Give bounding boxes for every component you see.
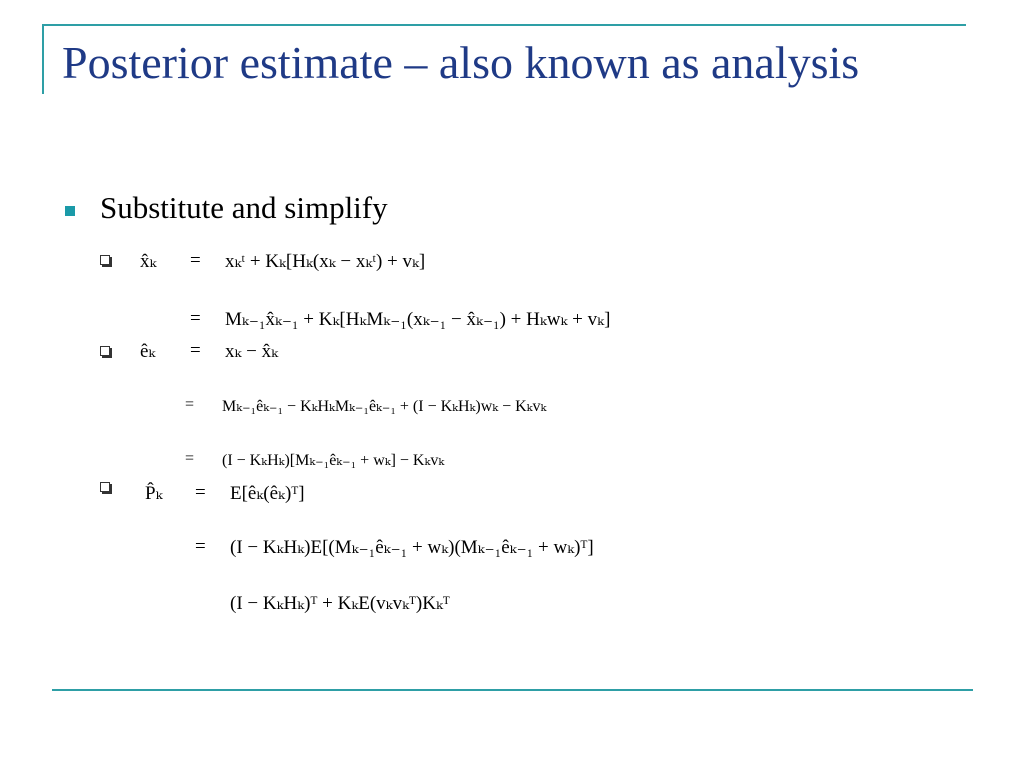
equation-lhs: x̂ₖ — [140, 251, 157, 272]
equation-rhs: xₖ − x̂ₖ — [225, 341, 279, 362]
equation-rhs: Mₖ₋₁êₖ₋₁ − KₖHₖMₖ₋₁êₖ₋₁ + (I − KₖHₖ)wₖ − Kₖvₖ — [222, 398, 547, 415]
equation-rhs: xₖᵗ + Kₖ[Hₖ(xₖ − xₖᵗ) + vₖ] — [225, 251, 426, 272]
equation-lhs: P̂ₖ — [145, 483, 163, 504]
bullet-text: Substitute and simplify — [100, 190, 388, 225]
equals-sign: = — [195, 536, 206, 557]
equation-rhs: E[êₖ(êₖ)ᵀ] — [230, 483, 305, 504]
bullet-square-icon — [65, 206, 75, 216]
equals-sign: = — [190, 250, 201, 271]
equals-sign: = — [190, 340, 201, 361]
slide-title: Posterior estimate – also known as analysis — [62, 37, 860, 88]
equation-rhs: Mₖ₋₁x̂ₖ₋₁ + Kₖ[HₖMₖ₋₁(xₖ₋₁ − x̂ₖ₋₁) + Hₖwₖ + vₖ] — [225, 309, 611, 330]
equation-rhs: (I − KₖHₖ)ᵀ + KₖE(vₖvₖᵀ)Kₖᵀ — [230, 593, 450, 614]
checkbox-bullet-icon — [100, 346, 110, 356]
equation-rhs: (I − KₖHₖ)[Mₖ₋₁êₖ₋₁ + wₖ] − Kₖvₖ — [222, 452, 445, 469]
title-frame-left-rule — [42, 24, 44, 94]
equals-sign: = — [190, 308, 201, 329]
equals-sign: = — [185, 396, 195, 413]
equals-sign: = — [195, 482, 206, 503]
equation-rhs: (I − KₖHₖ)E[(Mₖ₋₁êₖ₋₁ + wₖ)(Mₖ₋₁êₖ₋₁ + wₖ)ᵀ] — [230, 537, 594, 558]
checkbox-bullet-icon — [100, 482, 110, 492]
title-frame-top-rule — [42, 24, 966, 26]
bottom-rule — [52, 689, 973, 691]
checkbox-bullet-icon — [100, 255, 110, 265]
equals-sign: = — [185, 450, 195, 467]
equation-lhs: êₖ — [140, 341, 156, 362]
